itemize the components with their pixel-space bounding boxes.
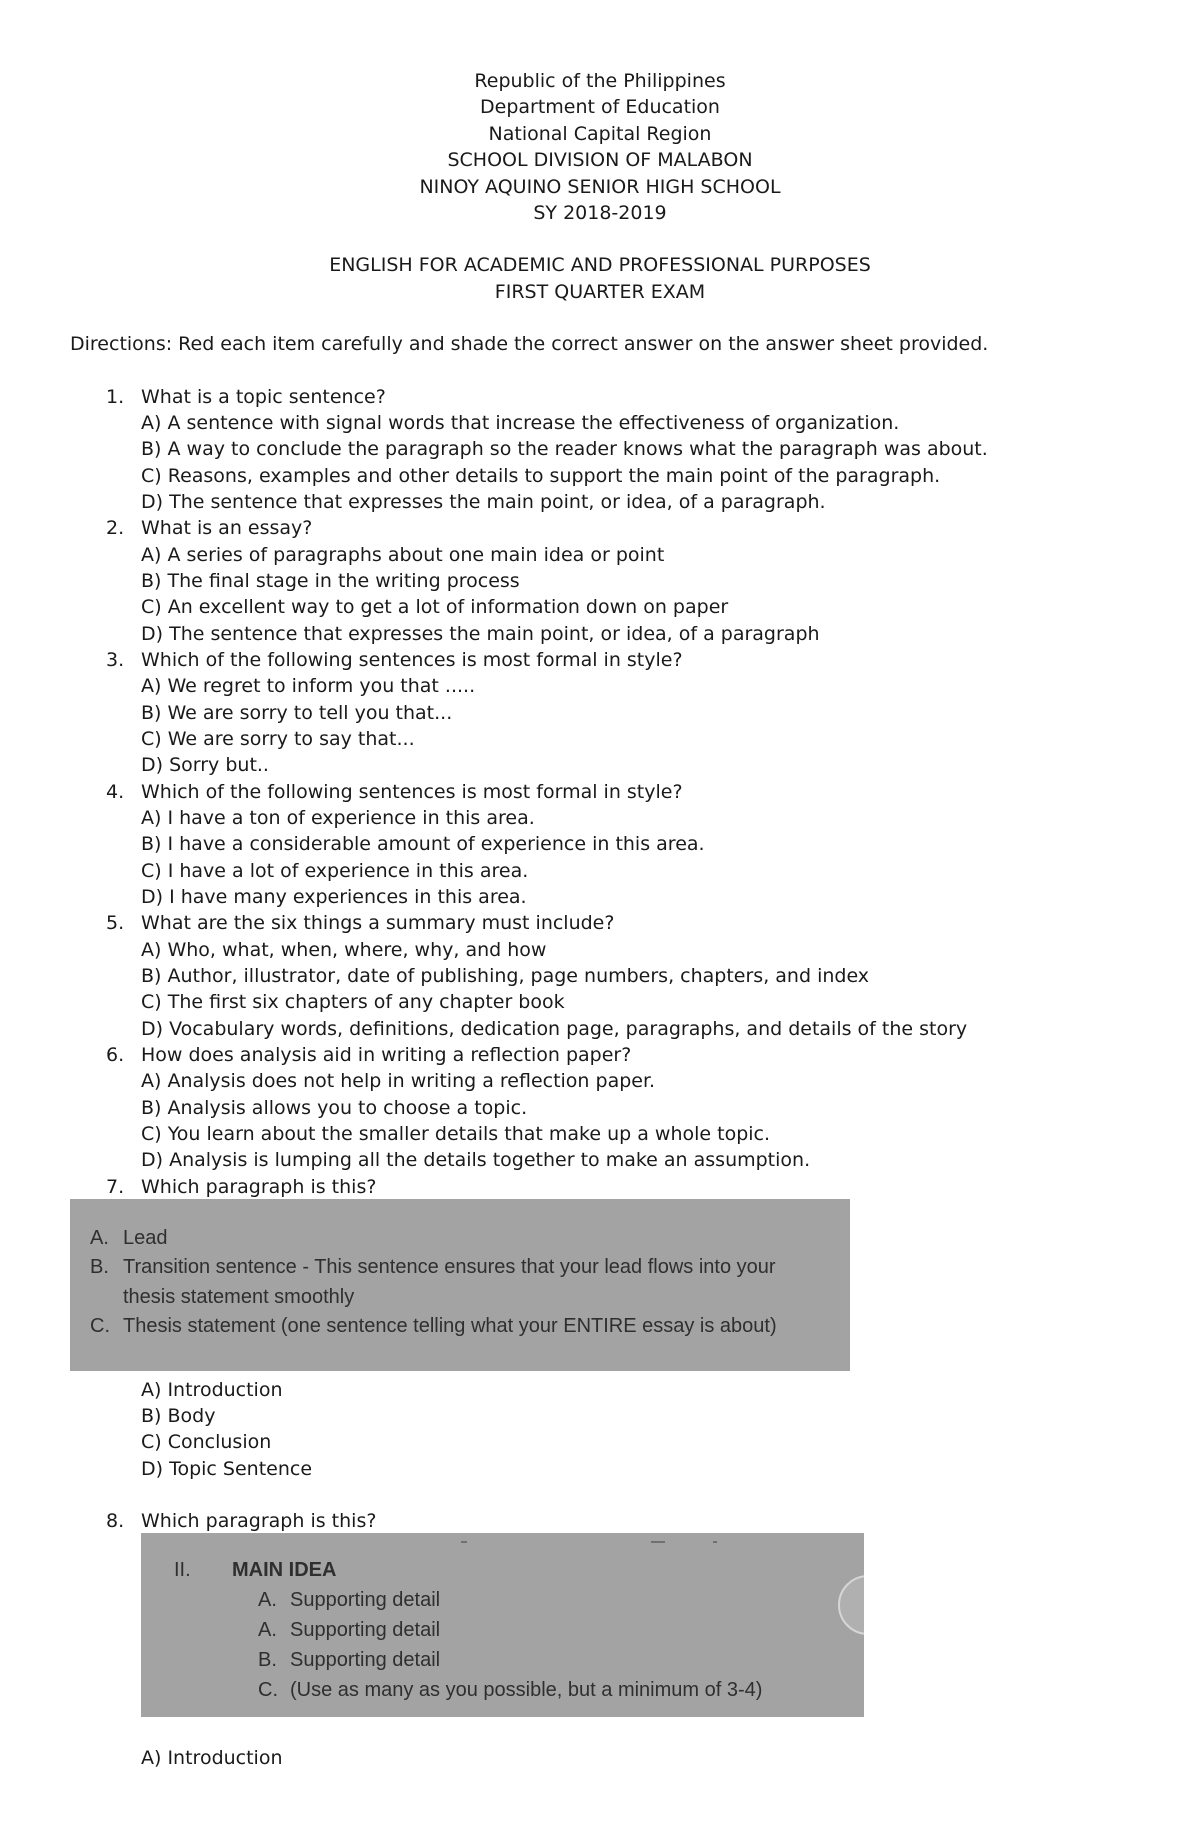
header-line-department: Department of Education xyxy=(480,96,720,119)
question-5-option-a: A) Who, what, when, where, why, and how xyxy=(141,939,547,961)
directions-text: Directions: Red each item carefully and shade the correct answer on the answer sheet provided. xyxy=(70,333,989,355)
header-line-division: SCHOOL DIVISION OF MALABON xyxy=(447,149,753,172)
question-7-option-d: D) Topic Sentence xyxy=(141,1458,313,1480)
figure-outline-item: C. Thesis statement (one sentence telling what your ENTIRE essay is about) xyxy=(90,1315,777,1337)
question-7-option-c: C) Conclusion xyxy=(141,1431,272,1453)
question-text: What is an essay? xyxy=(141,517,313,539)
figure-outline-item: B. Transition sentence - This sentence ensures that your lead flows into your xyxy=(90,1256,776,1278)
question-number: 1. xyxy=(106,386,125,408)
header-line-country: Republic of the Philippines xyxy=(474,70,726,92)
question-number: 3. xyxy=(106,649,125,671)
question-number: 7. xyxy=(106,1176,125,1198)
question-5-option-c: C) The first six chapters of any chapter book xyxy=(141,991,565,1013)
question-3-option-a: A) We regret to inform you that ..... xyxy=(141,675,476,697)
exam-title: FIRST QUARTER EXAM xyxy=(494,280,706,303)
question-5-option-b: B) Author, illustrator, date of publishing, page numbers, chapters, and index xyxy=(141,965,870,987)
question-1-option-d: D) The sentence that expresses the main point, or idea, of a paragraph. xyxy=(141,491,826,513)
question-6-option-d: D) Analysis is lumping all the details together to make an assumption. xyxy=(141,1149,811,1171)
figure-outline-item: A. Lead xyxy=(90,1227,168,1249)
question-1-option-c: C) Reasons, examples and other details to support the main point of the paragraph. xyxy=(141,465,941,487)
question-6-option-c: C) You learn about the smaller details that make up a whole topic. xyxy=(141,1123,771,1145)
figure-outline-item: A. Supporting detail xyxy=(258,1619,441,1641)
question-4-option-a: A) I have a ton of experience in this area. xyxy=(141,807,535,829)
question-text: Which paragraph is this? xyxy=(141,1510,377,1532)
question-2-option-d: D) The sentence that expresses the main point, or idea, of a paragraph xyxy=(141,623,820,645)
question-4-option-b: B) I have a considerable amount of experience in this area. xyxy=(141,833,705,855)
question-6-option-a: A) Analysis does not help in writing a reflection paper. xyxy=(141,1070,656,1092)
question-number: 4. xyxy=(106,781,125,803)
header-line-school: NINOY AQUINO SENIOR HIGH SCHOOL xyxy=(419,175,781,198)
question-4-option-d: D) I have many experiences in this area. xyxy=(141,886,527,908)
question-number: 5. xyxy=(106,912,125,934)
figure-outline-item: C. (Use as many as you possible, but a minimum of 3-4) xyxy=(258,1679,763,1701)
question-1-option-a: A) A sentence with signal words that increase the effectiveness of organization. xyxy=(141,412,900,434)
question-number: 2. xyxy=(106,517,125,539)
question-1-option-b: B) A way to conclude the paragraph so the reader knows what the paragraph was about. xyxy=(141,438,988,460)
question-text: Which of the following sentences is most formal in style? xyxy=(141,649,683,671)
question-3-option-b: B) We are sorry to tell you that... xyxy=(141,702,453,724)
document-header xyxy=(0,68,1200,305)
figure-heading: MAIN IDEA xyxy=(232,1559,337,1581)
figure-artifact xyxy=(461,1541,467,1543)
figure-outline-continuation: thesis statement smoothly xyxy=(123,1286,355,1308)
figure-artifact xyxy=(651,1541,665,1543)
question-3-option-c: C) We are sorry to say that... xyxy=(141,728,415,750)
question-7-option-b: B) Body xyxy=(141,1405,216,1427)
question-text: What is a topic sentence? xyxy=(141,386,386,408)
subject-title: ENGLISH FOR ACADEMIC AND PROFESSIONAL PURPOSES xyxy=(329,254,871,277)
figure-heading-numeral: II. xyxy=(174,1559,191,1581)
question-text: What are the six things a summary must include? xyxy=(141,912,615,934)
question-5-option-d: D) Vocabulary words, definitions, dedication page, paragraphs, and details of the story xyxy=(141,1018,968,1040)
question-7-figure-image xyxy=(70,1199,850,1371)
figure-edge-circle xyxy=(838,1575,864,1635)
question-4-option-c: C) I have a lot of experience in this area. xyxy=(141,860,529,882)
question-text: Which of the following sentences is most formal in style? xyxy=(141,781,683,803)
figure-outline-item: B. Supporting detail xyxy=(258,1649,441,1671)
question-8-figure-image xyxy=(141,1533,864,1717)
question-7-option-a: A) Introduction xyxy=(141,1379,283,1401)
question-number: 6. xyxy=(106,1044,125,1066)
question-6-option-b: B) Analysis allows you to choose a topic. xyxy=(141,1097,528,1119)
figure-artifact xyxy=(713,1541,717,1543)
question-text: Which paragraph is this? xyxy=(141,1176,377,1198)
header-line-region: National Capital Region xyxy=(488,122,712,145)
question-2-option-a: A) A series of paragraphs about one main idea or point xyxy=(141,544,665,566)
figure-outline-item: A. Supporting detail xyxy=(258,1589,441,1611)
question-number: 8. xyxy=(106,1510,125,1532)
question-2-option-b: B) The final stage in the writing process xyxy=(141,570,520,592)
question-text: How does analysis aid in writing a reflection paper? xyxy=(141,1044,632,1066)
header-line-school-year: SY 2018-2019 xyxy=(533,202,667,225)
question-2-option-c: C) An excellent way to get a lot of information down on paper xyxy=(141,596,729,618)
question-3-option-d: D) Sorry but.. xyxy=(141,754,269,776)
question-8-option-a: A) Introduction xyxy=(141,1747,283,1769)
